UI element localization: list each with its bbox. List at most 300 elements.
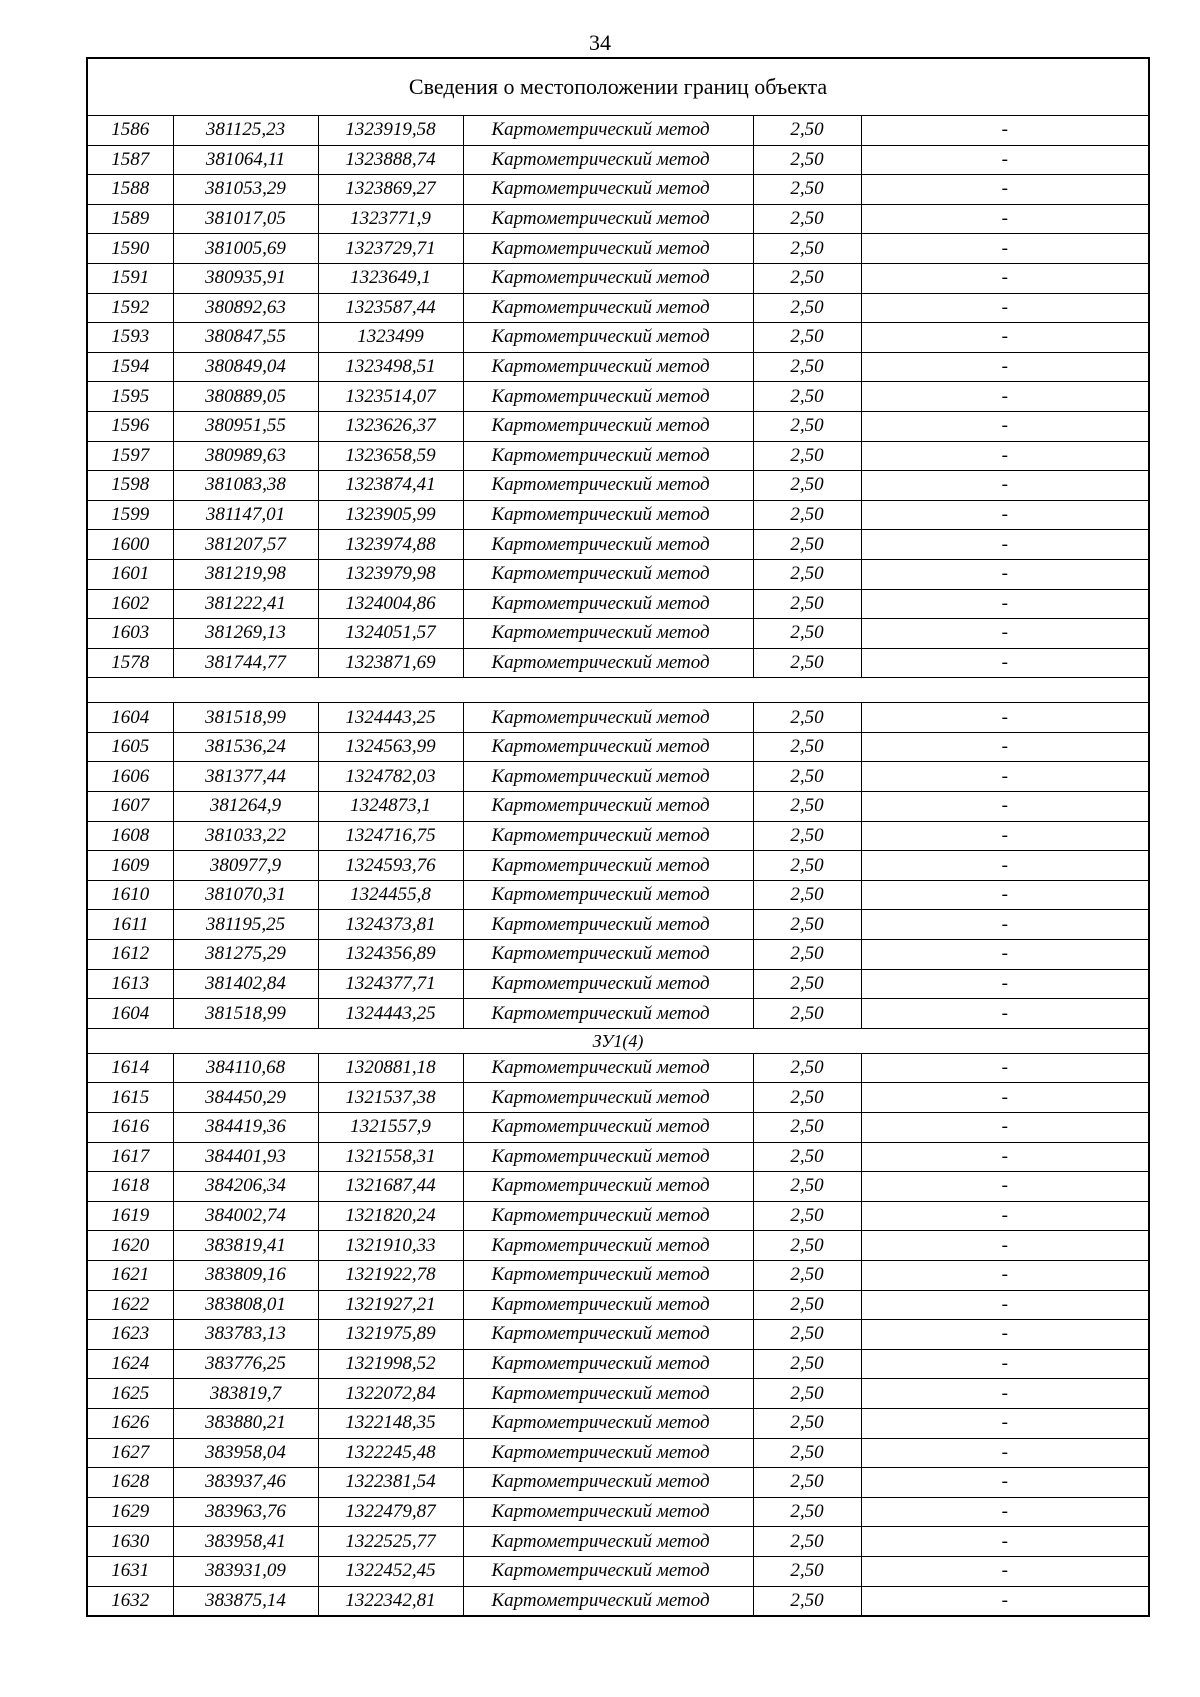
description-cell: - xyxy=(861,851,1149,881)
y-coordinate-cell: 1323979,98 xyxy=(318,559,463,589)
description-cell: - xyxy=(861,1349,1149,1379)
section-label xyxy=(87,678,1149,703)
y-coordinate-cell: 1322245,48 xyxy=(318,1438,463,1468)
table-row xyxy=(87,1290,1149,1320)
y-coordinate-cell: 1323871,69 xyxy=(318,648,463,678)
y-coordinate-cell: 1324873,1 xyxy=(318,792,463,822)
description-cell: - xyxy=(861,1142,1149,1172)
accuracy-cell: 2,50 xyxy=(753,1408,861,1438)
table-row xyxy=(87,648,1149,678)
point-number-cell: 1616 xyxy=(87,1113,173,1143)
x-coordinate-cell: 381518,99 xyxy=(173,703,318,733)
description-cell: - xyxy=(861,969,1149,999)
accuracy-cell: 2,50 xyxy=(753,530,861,560)
method-cell: Картометрический метод xyxy=(463,234,753,264)
x-coordinate-cell: 380892,63 xyxy=(173,293,318,323)
point-number-cell: 1630 xyxy=(87,1527,173,1557)
description-cell: - xyxy=(861,648,1149,678)
accuracy-cell: 2,50 xyxy=(753,500,861,530)
x-coordinate-cell: 383819,41 xyxy=(173,1231,318,1261)
y-coordinate-cell: 1324782,03 xyxy=(318,762,463,792)
y-coordinate-cell: 1321998,52 xyxy=(318,1349,463,1379)
table-row xyxy=(87,530,1149,560)
method-cell: Картометрический метод xyxy=(463,732,753,762)
x-coordinate-cell: 381207,57 xyxy=(173,530,318,560)
x-coordinate-cell: 380889,05 xyxy=(173,382,318,412)
description-cell: - xyxy=(861,382,1149,412)
accuracy-cell: 2,50 xyxy=(753,441,861,471)
method-cell: Картометрический метод xyxy=(463,1586,753,1616)
point-number-cell: 1603 xyxy=(87,619,173,649)
point-number-cell: 1629 xyxy=(87,1497,173,1527)
point-number-cell: 1609 xyxy=(87,851,173,881)
accuracy-cell: 2,50 xyxy=(753,999,861,1029)
method-cell: Картометрический метод xyxy=(463,1260,753,1290)
x-coordinate-cell: 380847,55 xyxy=(173,323,318,353)
description-cell: - xyxy=(861,821,1149,851)
y-coordinate-cell: 1322381,54 xyxy=(318,1468,463,1498)
description-cell: - xyxy=(861,500,1149,530)
method-cell: Картометрический метод xyxy=(463,145,753,175)
description-cell: - xyxy=(861,619,1149,649)
table-row xyxy=(87,619,1149,649)
method-cell: Картометрический метод xyxy=(463,880,753,910)
x-coordinate-cell: 380951,55 xyxy=(173,411,318,441)
y-coordinate-cell: 1323514,07 xyxy=(318,382,463,412)
table-row xyxy=(87,969,1149,999)
method-cell: Картометрический метод xyxy=(463,648,753,678)
y-coordinate-cell: 1322452,45 xyxy=(318,1556,463,1586)
table-row xyxy=(87,323,1149,353)
point-number-cell: 1622 xyxy=(87,1290,173,1320)
point-number-cell: 1608 xyxy=(87,821,173,851)
y-coordinate-cell: 1324356,89 xyxy=(318,940,463,970)
point-number-cell: 1610 xyxy=(87,880,173,910)
point-number-cell: 1617 xyxy=(87,1142,173,1172)
description-cell: - xyxy=(861,732,1149,762)
x-coordinate-cell: 381518,99 xyxy=(173,999,318,1029)
x-coordinate-cell: 384206,34 xyxy=(173,1172,318,1202)
y-coordinate-cell: 1322525,77 xyxy=(318,1527,463,1557)
method-cell: Картометрический метод xyxy=(463,1408,753,1438)
accuracy-cell: 2,50 xyxy=(753,263,861,293)
method-cell: Картометрический метод xyxy=(463,762,753,792)
description-cell: - xyxy=(861,762,1149,792)
point-number-cell: 1589 xyxy=(87,204,173,234)
point-number-cell: 1607 xyxy=(87,792,173,822)
accuracy-cell: 2,50 xyxy=(753,382,861,412)
table-row xyxy=(87,1556,1149,1586)
method-cell: Картометрический метод xyxy=(463,441,753,471)
method-cell: Картометрический метод xyxy=(463,703,753,733)
table-row xyxy=(87,471,1149,501)
x-coordinate-cell: 383808,01 xyxy=(173,1290,318,1320)
x-coordinate-cell: 381195,25 xyxy=(173,910,318,940)
accuracy-cell: 2,50 xyxy=(753,204,861,234)
point-number-cell: 1618 xyxy=(87,1172,173,1202)
table-row xyxy=(87,1113,1149,1143)
method-cell: Картометрический метод xyxy=(463,589,753,619)
method-cell: Картометрический метод xyxy=(463,352,753,382)
table-row xyxy=(87,382,1149,412)
y-coordinate-cell: 1323919,58 xyxy=(318,116,463,146)
accuracy-cell: 2,50 xyxy=(753,792,861,822)
description-cell: - xyxy=(861,1586,1149,1616)
table-row xyxy=(87,851,1149,881)
x-coordinate-cell: 381147,01 xyxy=(173,500,318,530)
method-cell: Картометрический метод xyxy=(463,792,753,822)
point-number-cell: 1604 xyxy=(87,999,173,1029)
x-coordinate-cell: 381222,41 xyxy=(173,589,318,619)
y-coordinate-cell: 1323587,44 xyxy=(318,293,463,323)
table-row xyxy=(87,145,1149,175)
description-cell: - xyxy=(861,204,1149,234)
table-row xyxy=(87,263,1149,293)
table-row xyxy=(87,1468,1149,1498)
y-coordinate-cell: 1324563,99 xyxy=(318,732,463,762)
accuracy-cell: 2,50 xyxy=(753,910,861,940)
point-number-cell: 1592 xyxy=(87,293,173,323)
accuracy-cell: 2,50 xyxy=(753,1438,861,1468)
table-row xyxy=(87,762,1149,792)
method-cell: Картометрический метод xyxy=(463,263,753,293)
point-number-cell: 1613 xyxy=(87,969,173,999)
x-coordinate-cell: 384401,93 xyxy=(173,1142,318,1172)
table-row xyxy=(87,441,1149,471)
description-cell: - xyxy=(861,175,1149,205)
point-number-cell: 1598 xyxy=(87,471,173,501)
x-coordinate-cell: 384002,74 xyxy=(173,1201,318,1231)
point-number-cell: 1596 xyxy=(87,411,173,441)
x-coordinate-cell: 381070,31 xyxy=(173,880,318,910)
method-cell: Картометрический метод xyxy=(463,1053,753,1083)
y-coordinate-cell: 1323974,88 xyxy=(318,530,463,560)
method-cell: Картометрический метод xyxy=(463,1556,753,1586)
y-coordinate-cell: 1323869,27 xyxy=(318,175,463,205)
method-cell: Картометрический метод xyxy=(463,851,753,881)
point-number-cell: 1595 xyxy=(87,382,173,412)
table-row xyxy=(87,116,1149,146)
description-cell: - xyxy=(861,1231,1149,1261)
description-cell: - xyxy=(861,1408,1149,1438)
accuracy-cell: 2,50 xyxy=(753,1497,861,1527)
point-number-cell: 1591 xyxy=(87,263,173,293)
table-title: Сведения о местоположении границ объекта xyxy=(87,58,1149,116)
table-row xyxy=(87,352,1149,382)
point-number-cell: 1627 xyxy=(87,1438,173,1468)
y-coordinate-cell: 1321537,38 xyxy=(318,1083,463,1113)
point-number-cell: 1632 xyxy=(87,1586,173,1616)
x-coordinate-cell: 383875,14 xyxy=(173,1586,318,1616)
method-cell: Картометрический метод xyxy=(463,293,753,323)
section-label: ЗУ1(4) xyxy=(87,1028,1149,1053)
description-cell: - xyxy=(861,1172,1149,1202)
y-coordinate-cell: 1321927,21 xyxy=(318,1290,463,1320)
method-cell: Картометрический метод xyxy=(463,1113,753,1143)
table-row xyxy=(87,589,1149,619)
y-coordinate-cell: 1322148,35 xyxy=(318,1408,463,1438)
point-number-cell: 1597 xyxy=(87,441,173,471)
y-coordinate-cell: 1323905,99 xyxy=(318,500,463,530)
method-cell: Картометрический метод xyxy=(463,619,753,649)
point-number-cell: 1628 xyxy=(87,1468,173,1498)
table-row xyxy=(87,880,1149,910)
table-title-row xyxy=(87,58,1149,116)
accuracy-cell: 2,50 xyxy=(753,1349,861,1379)
method-cell: Картометрический метод xyxy=(463,500,753,530)
table-row xyxy=(87,1438,1149,1468)
x-coordinate-cell: 383958,04 xyxy=(173,1438,318,1468)
method-cell: Картометрический метод xyxy=(463,1290,753,1320)
x-coordinate-cell: 381264,9 xyxy=(173,792,318,822)
x-coordinate-cell: 383958,41 xyxy=(173,1527,318,1557)
x-coordinate-cell: 383809,16 xyxy=(173,1260,318,1290)
point-number-cell: 1614 xyxy=(87,1053,173,1083)
description-cell: - xyxy=(861,293,1149,323)
point-number-cell: 1611 xyxy=(87,910,173,940)
y-coordinate-cell: 1323499 xyxy=(318,323,463,353)
table-row xyxy=(87,821,1149,851)
accuracy-cell: 2,50 xyxy=(753,352,861,382)
y-coordinate-cell: 1324004,86 xyxy=(318,589,463,619)
table-row xyxy=(87,703,1149,733)
accuracy-cell: 2,50 xyxy=(753,145,861,175)
description-cell: - xyxy=(861,323,1149,353)
description-cell: - xyxy=(861,352,1149,382)
point-number-cell: 1604 xyxy=(87,703,173,733)
point-number-cell: 1601 xyxy=(87,559,173,589)
table-row xyxy=(87,940,1149,970)
accuracy-cell: 2,50 xyxy=(753,1053,861,1083)
description-cell: - xyxy=(861,999,1149,1029)
accuracy-cell: 2,50 xyxy=(753,1468,861,1498)
method-cell: Картометрический метод xyxy=(463,471,753,501)
point-number-cell: 1623 xyxy=(87,1320,173,1350)
method-cell: Картометрический метод xyxy=(463,559,753,589)
description-cell: - xyxy=(861,145,1149,175)
accuracy-cell: 2,50 xyxy=(753,762,861,792)
method-cell: Картометрический метод xyxy=(463,1349,753,1379)
table-row xyxy=(87,1142,1149,1172)
description-cell: - xyxy=(861,1556,1149,1586)
table-row xyxy=(87,1379,1149,1409)
y-coordinate-cell: 1324373,81 xyxy=(318,910,463,940)
point-number-cell: 1606 xyxy=(87,762,173,792)
y-coordinate-cell: 1321975,89 xyxy=(318,1320,463,1350)
x-coordinate-cell: 381219,98 xyxy=(173,559,318,589)
accuracy-cell: 2,50 xyxy=(753,323,861,353)
method-cell: Картометрический метод xyxy=(463,910,753,940)
accuracy-cell: 2,50 xyxy=(753,880,861,910)
accuracy-cell: 2,50 xyxy=(753,1379,861,1409)
accuracy-cell: 2,50 xyxy=(753,703,861,733)
accuracy-cell: 2,50 xyxy=(753,940,861,970)
accuracy-cell: 2,50 xyxy=(753,1231,861,1261)
table-body xyxy=(87,58,1149,1616)
accuracy-cell: 2,50 xyxy=(753,175,861,205)
y-coordinate-cell: 1321922,78 xyxy=(318,1260,463,1290)
y-coordinate-cell: 1322479,87 xyxy=(318,1497,463,1527)
y-coordinate-cell: 1323874,41 xyxy=(318,471,463,501)
accuracy-cell: 2,50 xyxy=(753,471,861,501)
table-row xyxy=(87,234,1149,264)
point-number-cell: 1588 xyxy=(87,175,173,205)
method-cell: Картометрический метод xyxy=(463,1231,753,1261)
description-cell: - xyxy=(861,910,1149,940)
point-number-cell: 1587 xyxy=(87,145,173,175)
table-row xyxy=(87,1527,1149,1557)
description-cell: - xyxy=(861,471,1149,501)
method-cell: Картометрический метод xyxy=(463,204,753,234)
page-number: 34 xyxy=(589,30,611,55)
description-cell: - xyxy=(861,880,1149,910)
x-coordinate-cell: 381275,29 xyxy=(173,940,318,970)
method-cell: Картометрический метод xyxy=(463,323,753,353)
description-cell: - xyxy=(861,1320,1149,1350)
y-coordinate-cell: 1324443,25 xyxy=(318,703,463,733)
accuracy-cell: 2,50 xyxy=(753,234,861,264)
y-coordinate-cell: 1321910,33 xyxy=(318,1231,463,1261)
description-cell: - xyxy=(861,234,1149,264)
point-number-cell: 1619 xyxy=(87,1201,173,1231)
method-cell: Картометрический метод xyxy=(463,116,753,146)
accuracy-cell: 2,50 xyxy=(753,732,861,762)
x-coordinate-cell: 381017,05 xyxy=(173,204,318,234)
description-cell: - xyxy=(861,1260,1149,1290)
description-cell: - xyxy=(861,1290,1149,1320)
method-cell: Картометрический метод xyxy=(463,999,753,1029)
accuracy-cell: 2,50 xyxy=(753,1083,861,1113)
x-coordinate-cell: 383783,13 xyxy=(173,1320,318,1350)
accuracy-cell: 2,50 xyxy=(753,411,861,441)
table-row xyxy=(87,1497,1149,1527)
y-coordinate-cell: 1323649,1 xyxy=(318,263,463,293)
x-coordinate-cell: 383776,25 xyxy=(173,1349,318,1379)
y-coordinate-cell: 1321558,31 xyxy=(318,1142,463,1172)
y-coordinate-cell: 1321557,9 xyxy=(318,1113,463,1143)
table-row xyxy=(87,411,1149,441)
description-cell: - xyxy=(861,263,1149,293)
method-cell: Картометрический метод xyxy=(463,1201,753,1231)
accuracy-cell: 2,50 xyxy=(753,619,861,649)
x-coordinate-cell: 381005,69 xyxy=(173,234,318,264)
point-number-cell: 1631 xyxy=(87,1556,173,1586)
accuracy-cell: 2,50 xyxy=(753,1142,861,1172)
table-row xyxy=(87,1408,1149,1438)
method-cell: Картометрический метод xyxy=(463,1438,753,1468)
y-coordinate-cell: 1322072,84 xyxy=(318,1379,463,1409)
y-coordinate-cell: 1324455,8 xyxy=(318,880,463,910)
method-cell: Картометрический метод xyxy=(463,1527,753,1557)
y-coordinate-cell: 1321820,24 xyxy=(318,1201,463,1231)
accuracy-cell: 2,50 xyxy=(753,1290,861,1320)
accuracy-cell: 2,50 xyxy=(753,559,861,589)
y-coordinate-cell: 1324593,76 xyxy=(318,851,463,881)
accuracy-cell: 2,50 xyxy=(753,1586,861,1616)
point-number-cell: 1578 xyxy=(87,648,173,678)
point-number-cell: 1600 xyxy=(87,530,173,560)
table-row xyxy=(87,293,1149,323)
point-number-cell: 1605 xyxy=(87,732,173,762)
accuracy-cell: 2,50 xyxy=(753,1113,861,1143)
table-row xyxy=(87,1083,1149,1113)
description-cell: - xyxy=(861,1527,1149,1557)
x-coordinate-cell: 383931,09 xyxy=(173,1556,318,1586)
x-coordinate-cell: 381053,29 xyxy=(173,175,318,205)
accuracy-cell: 2,50 xyxy=(753,1260,861,1290)
table-row xyxy=(87,1320,1149,1350)
x-coordinate-cell: 380935,91 xyxy=(173,263,318,293)
description-cell: - xyxy=(861,589,1149,619)
method-cell: Картометрический метод xyxy=(463,411,753,441)
point-number-cell: 1590 xyxy=(87,234,173,264)
y-coordinate-cell: 1324051,57 xyxy=(318,619,463,649)
accuracy-cell: 2,50 xyxy=(753,589,861,619)
section-separator-row xyxy=(87,678,1149,703)
x-coordinate-cell: 381125,23 xyxy=(173,116,318,146)
method-cell: Картометрический метод xyxy=(463,175,753,205)
y-coordinate-cell: 1323658,59 xyxy=(318,441,463,471)
point-number-cell: 1599 xyxy=(87,500,173,530)
table-row xyxy=(87,1349,1149,1379)
table-row xyxy=(87,1586,1149,1616)
x-coordinate-cell: 381083,38 xyxy=(173,471,318,501)
table-row xyxy=(87,1260,1149,1290)
x-coordinate-cell: 381033,22 xyxy=(173,821,318,851)
description-cell: - xyxy=(861,1438,1149,1468)
point-number-cell: 1625 xyxy=(87,1379,173,1409)
point-number-cell: 1612 xyxy=(87,940,173,970)
accuracy-cell: 2,50 xyxy=(753,1320,861,1350)
accuracy-cell: 2,50 xyxy=(753,293,861,323)
method-cell: Картометрический метод xyxy=(463,1497,753,1527)
description-cell: - xyxy=(861,703,1149,733)
y-coordinate-cell: 1323729,71 xyxy=(318,234,463,264)
accuracy-cell: 2,50 xyxy=(753,821,861,851)
table-row xyxy=(87,204,1149,234)
table-row xyxy=(87,999,1149,1029)
y-coordinate-cell: 1323771,9 xyxy=(318,204,463,234)
point-number-cell: 1594 xyxy=(87,352,173,382)
method-cell: Картометрический метод xyxy=(463,1142,753,1172)
point-number-cell: 1586 xyxy=(87,116,173,146)
x-coordinate-cell: 383963,76 xyxy=(173,1497,318,1527)
description-cell: - xyxy=(861,1379,1149,1409)
description-cell: - xyxy=(861,1468,1149,1498)
accuracy-cell: 2,50 xyxy=(753,1172,861,1202)
description-cell: - xyxy=(861,559,1149,589)
point-number-cell: 1620 xyxy=(87,1231,173,1261)
description-cell: - xyxy=(861,792,1149,822)
y-coordinate-cell: 1323626,37 xyxy=(318,411,463,441)
accuracy-cell: 2,50 xyxy=(753,969,861,999)
description-cell: - xyxy=(861,1083,1149,1113)
x-coordinate-cell: 381536,24 xyxy=(173,732,318,762)
x-coordinate-cell: 381269,13 xyxy=(173,619,318,649)
method-cell: Картометрический метод xyxy=(463,382,753,412)
table-row xyxy=(87,732,1149,762)
x-coordinate-cell: 384110,68 xyxy=(173,1053,318,1083)
table-row xyxy=(87,559,1149,589)
description-cell: - xyxy=(861,530,1149,560)
table-row xyxy=(87,1053,1149,1083)
accuracy-cell: 2,50 xyxy=(753,1201,861,1231)
table-row xyxy=(87,792,1149,822)
boundary-table xyxy=(86,57,1150,1617)
y-coordinate-cell: 1323498,51 xyxy=(318,352,463,382)
x-coordinate-cell: 384450,29 xyxy=(173,1083,318,1113)
x-coordinate-cell: 383819,7 xyxy=(173,1379,318,1409)
